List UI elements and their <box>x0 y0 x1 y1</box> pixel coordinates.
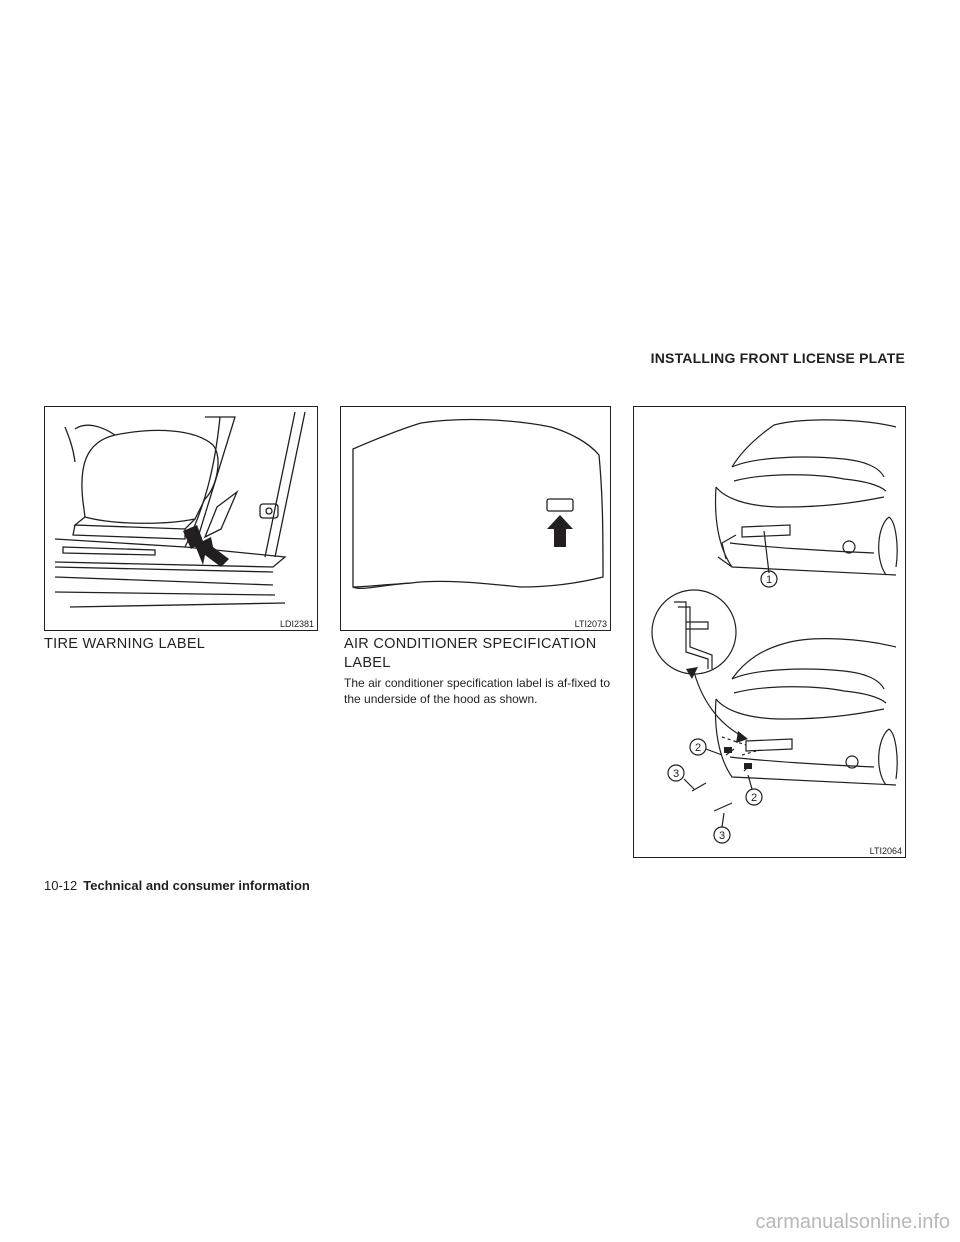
figure-ac-specification-label <box>340 406 611 631</box>
ac-label-description: The air conditioner specification label is af-fixed to the underside of the hood as shown. <box>344 676 610 706</box>
section-heading: INSTALLING FRONT LICENSE PLATE <box>650 350 905 366</box>
figure-code: LDI2381 <box>279 619 314 629</box>
callout-3: 3 <box>672 768 680 780</box>
footer-title: Technical and consumer information <box>83 878 310 893</box>
watermark: carmanualsonline.info <box>755 1211 950 1233</box>
page-number: 10-12 <box>44 878 78 893</box>
caption-tire-warning-label: TIRE WARNING LABEL <box>44 636 206 652</box>
figure-front-license-plate-installation <box>633 406 906 858</box>
callout-1: 1 <box>765 574 773 586</box>
seat-and-door-sill-illustration <box>45 407 317 630</box>
figure-code: LTI2064 <box>869 846 902 856</box>
callout-2: 2 <box>694 742 702 754</box>
callout-2: 2 <box>750 792 758 804</box>
hood-underside-illustration <box>341 407 610 630</box>
figure-tire-warning-label <box>44 406 318 631</box>
license-plate-installation-illustration <box>634 407 905 857</box>
callout-3: 3 <box>718 830 726 842</box>
figure-code: LTI2073 <box>574 619 607 629</box>
page-footer <box>44 878 310 893</box>
caption-ac-specification-label: AIR CONDITIONER SPECIFICATION LABEL <box>344 636 597 671</box>
